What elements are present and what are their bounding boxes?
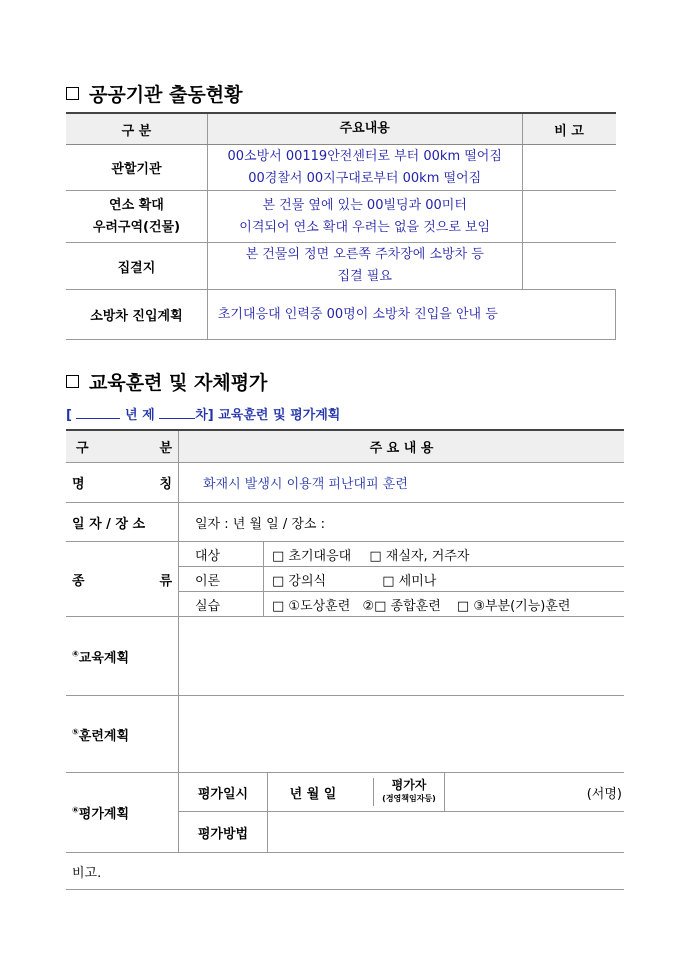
row-content	[207, 145, 522, 191]
checkbox-initial-responder[interactable]: □ 초기대응대	[272, 548, 352, 564]
type-cat: 실습	[179, 592, 264, 617]
caption-text: 교육훈련 및 평가계획	[218, 408, 341, 423]
eval-date-text: 년 월 일	[289, 786, 337, 802]
content-line: 00소방서 00119안전센터로 부터 00km 떨어짐	[227, 148, 502, 164]
header-content: 주요내용	[207, 113, 522, 145]
eval-plan-text: 평가계획	[78, 807, 130, 822]
content-line: 본 건물 옆에 있는 00빌딩과 00미터	[262, 197, 467, 213]
header-content: 주 요 내 용	[179, 430, 625, 463]
dispatch-status-table	[66, 112, 616, 340]
type-subtable	[179, 542, 624, 616]
type-subrow	[179, 542, 624, 567]
type-subrow	[179, 592, 624, 617]
row-note	[522, 191, 615, 243]
table-row	[66, 243, 616, 290]
checkbox-square-icon	[66, 375, 79, 388]
edu-plan-row	[66, 617, 624, 696]
eval-plan-label	[66, 773, 179, 853]
type-row	[66, 542, 624, 617]
year-blank	[76, 406, 120, 419]
header-label-a: 구	[76, 441, 89, 456]
table-row	[66, 145, 616, 191]
row-label: 집결지	[66, 243, 207, 290]
table-row	[66, 191, 616, 243]
name-label-b: 칭	[159, 477, 172, 492]
train-plan-label	[66, 696, 179, 773]
content-line: 집결 필요	[337, 269, 392, 284]
edu-plan-label	[66, 617, 179, 696]
content-line: 본 건물의 정면 오른쪽 주차장에 소방차 등	[245, 247, 484, 262]
type-options	[179, 542, 625, 617]
header-category	[66, 430, 179, 463]
date-row	[66, 503, 624, 542]
eval-plan-row	[66, 773, 624, 812]
caption-year-suffix: 년 제	[125, 408, 155, 423]
row-label: 관할기관	[66, 145, 207, 191]
label-line: 연소 확대	[109, 197, 164, 213]
evaluator-label-text: 평가자	[391, 778, 427, 792]
row-note	[522, 243, 615, 290]
eval-date-value	[268, 773, 445, 812]
eval-method-label: 평가방법	[179, 812, 268, 853]
header-label-b: 분	[159, 441, 172, 456]
type-label-b: 류	[159, 573, 172, 589]
evaluator-sign[interactable]: (서명)	[445, 773, 625, 812]
name-label-a: 명	[72, 477, 85, 492]
checkbox-tabletop[interactable]: □ ①도상훈련	[272, 598, 351, 614]
date-value: 일자 : 년 월 일 / 장소 :	[179, 503, 625, 542]
type-items	[264, 592, 625, 617]
checkbox-square-icon	[66, 87, 79, 100]
checkbox-comprehensive[interactable]: ②□ 종합훈련	[362, 598, 441, 614]
count-blank	[159, 406, 195, 419]
type-label	[66, 542, 179, 617]
name-label	[66, 463, 179, 503]
section1-title	[66, 80, 242, 107]
row-content	[207, 243, 522, 290]
row-label: 소방차 진입계획	[66, 290, 207, 340]
type-label-a: 종	[72, 573, 85, 589]
row-content	[207, 191, 522, 243]
checkbox-seminar[interactable]: □ 세미나	[382, 573, 437, 589]
content-line: 이격되어 연소 확대 우려는 없을 것으로 보임	[239, 219, 491, 235]
caption-bracket: [	[66, 408, 72, 423]
plan-caption	[66, 404, 340, 423]
eval-date-label: 평가일시	[179, 773, 268, 812]
table-header-row	[66, 430, 624, 463]
remark: 비고.	[66, 853, 624, 890]
section1-title-text: 공공기관 출동현황	[89, 84, 243, 106]
eval-date-field[interactable]	[278, 778, 444, 806]
table-row	[66, 290, 616, 340]
section2-title-text: 교육훈련 및 자체평가	[89, 372, 268, 394]
row-content: 초기대응대 인력중 00명이 소방차 진입을 안내 등	[207, 290, 615, 340]
name-value: 화재시 발생시 이용객 피난대피 훈련	[179, 463, 625, 503]
evaluator-label-sub: (경영책임자등)	[382, 794, 436, 803]
eval-plan-num: ⑥	[72, 805, 79, 815]
checkbox-occupant[interactable]: □ 재실자, 거주자	[369, 548, 470, 564]
type-cat: 대상	[179, 542, 264, 567]
checkbox-partial[interactable]: □ ③부분(기능)훈련	[456, 598, 571, 614]
header-category: 구 분	[66, 113, 207, 145]
train-plan-content[interactable]	[179, 696, 625, 773]
row-note	[522, 145, 615, 191]
section2-title	[66, 368, 267, 395]
content-line: 00경찰서 00지구대로부터 00km 떨어짐	[248, 170, 482, 186]
checkbox-lecture[interactable]: □ 강의식	[272, 573, 327, 589]
date-label: 일 자 / 장 소	[66, 503, 179, 542]
train-plan-row	[66, 696, 624, 773]
type-subrow	[179, 567, 624, 592]
label-line: 우려구역(건물)	[92, 219, 181, 235]
train-plan-num: ⑤	[72, 727, 79, 737]
type-cat: 이론	[179, 567, 264, 592]
type-items	[264, 542, 625, 567]
train-plan-text: 훈련계획	[78, 728, 130, 744]
caption-count-suffix: 차]	[195, 408, 214, 423]
type-items	[264, 567, 625, 592]
edu-plan-text: 교육계획	[78, 650, 130, 666]
row-label	[66, 191, 207, 243]
evaluator-label	[373, 778, 444, 806]
eval-method-value[interactable]	[268, 812, 625, 853]
edu-plan-content[interactable]	[179, 617, 625, 696]
remark-row	[66, 853, 624, 890]
edu-plan-num: ④	[72, 649, 79, 659]
name-row	[66, 463, 624, 503]
header-note: 비 고	[522, 113, 615, 145]
table-header-row	[66, 113, 616, 145]
training-plan-table	[66, 429, 624, 890]
